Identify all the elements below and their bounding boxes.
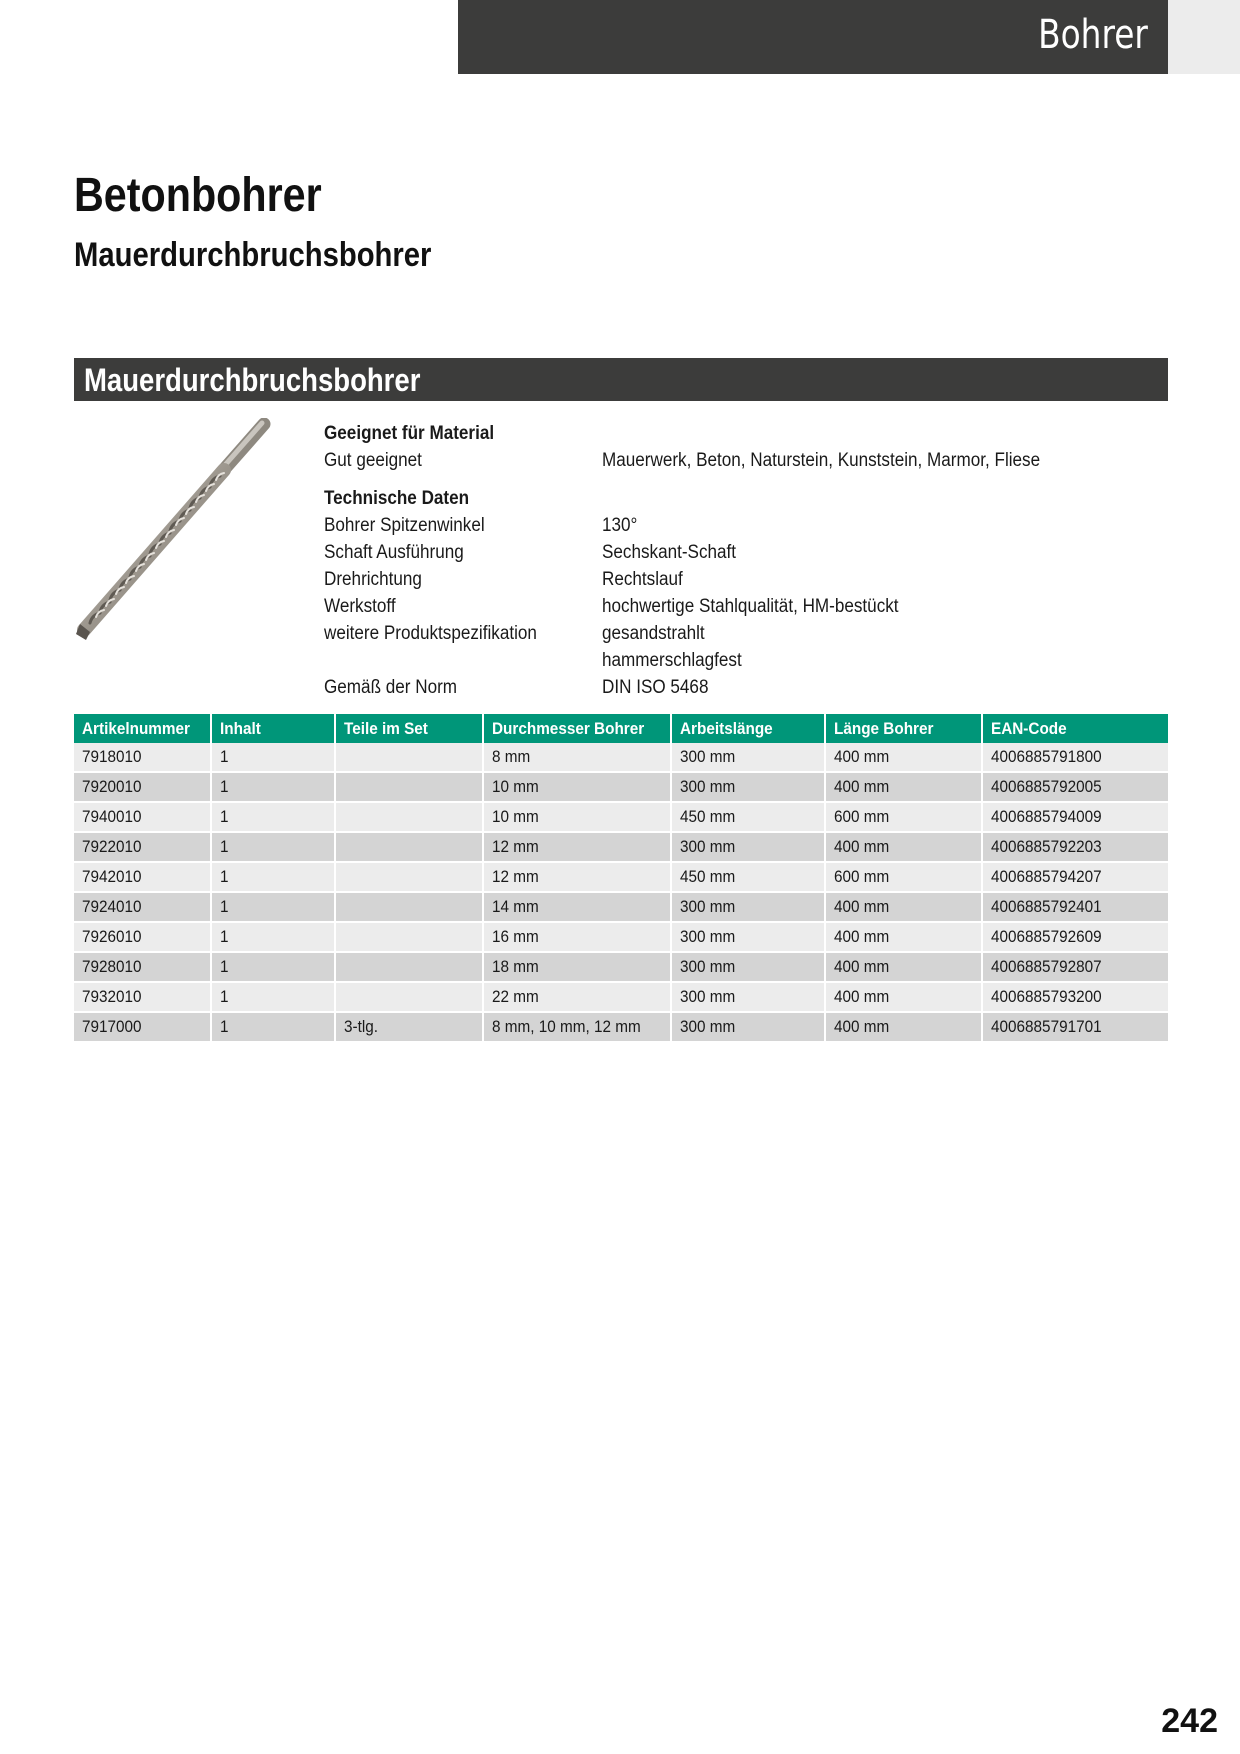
column-header-set-parts: Teile im Set <box>335 714 483 743</box>
drill-length-cell: 400 mm <box>825 982 982 1012</box>
content-cell: 1 <box>211 832 335 862</box>
page-number: 242 <box>1161 1702 1218 1740</box>
diameter-cell: 18 mm <box>483 952 671 982</box>
spec-label: Werkstoff <box>324 596 396 617</box>
set-parts-cell <box>335 743 483 772</box>
diameter-cell: 10 mm <box>483 772 671 802</box>
column-header-content: Inhalt <box>211 714 335 743</box>
set-parts-cell <box>335 982 483 1012</box>
spec-row <box>324 566 1164 593</box>
spec-row <box>324 620 1164 647</box>
content-cell: 1 <box>211 1012 335 1042</box>
content-cell: 1 <box>211 862 335 892</box>
table-row <box>74 952 1168 982</box>
spec-value: Mauerwerk, Beton, Naturstein, Kunststein, Marmor, Fliese <box>602 450 1041 471</box>
spec-label: weitere Produktspezifikation <box>324 623 537 644</box>
spec-value: 130° <box>602 515 638 536</box>
spec-row <box>324 539 1164 566</box>
article-number-cell: 7926010 <box>74 922 211 952</box>
spec-label: Bohrer Spitzenwinkel <box>324 515 485 536</box>
content-cell: 1 <box>211 982 335 1012</box>
drill-length-cell: 400 mm <box>825 832 982 862</box>
diameter-cell: 12 mm <box>483 832 671 862</box>
spec-value: gesandstrahlt <box>602 623 705 644</box>
article-number-cell: 7940010 <box>74 802 211 832</box>
drill-length-cell: 600 mm <box>825 802 982 832</box>
category-tab-marker <box>1168 0 1240 74</box>
spec-label: Gemäß der Norm <box>324 677 458 698</box>
working-length-cell: 300 mm <box>671 832 825 862</box>
set-parts-cell <box>335 952 483 982</box>
content-cell: 1 <box>211 922 335 952</box>
working-length-cell: 300 mm <box>671 1012 825 1042</box>
table-row <box>74 802 1168 832</box>
spec-value: Sechskant-Schaft <box>602 542 737 563</box>
diameter-cell: 8 mm <box>483 743 671 772</box>
diameter-cell: 8 mm, 10 mm, 12 mm <box>483 1012 671 1042</box>
working-length-cell: 300 mm <box>671 743 825 772</box>
table-row <box>74 832 1168 862</box>
diameter-cell: 16 mm <box>483 922 671 952</box>
drill-length-cell: 400 mm <box>825 1012 982 1042</box>
spec-label: Drehrichtung <box>324 569 422 590</box>
spec-row-material <box>324 447 1164 474</box>
technical-data-heading: Technische Daten <box>324 488 470 509</box>
content-cell: 1 <box>211 892 335 922</box>
ean-code-cell: 4006885794009 <box>982 802 1168 832</box>
set-parts-cell <box>335 922 483 952</box>
spec-value: hochwertige Stahlqualität, HM-bestückt <box>602 596 899 617</box>
ean-code-cell: 4006885792203 <box>982 832 1168 862</box>
article-number-cell: 7924010 <box>74 892 211 922</box>
drill-length-cell: 400 mm <box>825 743 982 772</box>
category-title: Bohrer <box>1038 12 1148 58</box>
ean-code-cell: 4006885793200 <box>982 982 1168 1012</box>
working-length-cell: 300 mm <box>671 922 825 952</box>
table-header-row <box>74 714 1168 743</box>
working-length-cell: 300 mm <box>671 772 825 802</box>
table-row <box>74 982 1168 1012</box>
ean-code-cell: 4006885791800 <box>982 743 1168 772</box>
drill-length-cell: 600 mm <box>825 862 982 892</box>
column-header-ean-code: EAN-Code <box>982 714 1168 743</box>
column-header-diameter: Durchmesser Bohrer <box>483 714 671 743</box>
drill-length-cell: 400 mm <box>825 892 982 922</box>
spec-row <box>324 593 1164 620</box>
table-row <box>74 862 1168 892</box>
drill-length-cell: 400 mm <box>825 952 982 982</box>
ean-code-cell: 4006885791701 <box>982 1012 1168 1042</box>
table-body <box>74 743 1168 1042</box>
content-cell: 1 <box>211 802 335 832</box>
ean-code-cell: 4006885792807 <box>982 952 1168 982</box>
spec-label: Schaft Ausführung <box>324 542 464 563</box>
table-row <box>74 922 1168 952</box>
spec-row <box>324 674 1164 701</box>
article-number-cell: 7942010 <box>74 862 211 892</box>
set-parts-cell <box>335 802 483 832</box>
content-cell: 1 <box>211 772 335 802</box>
set-parts-cell: 3-tlg. <box>335 1012 483 1042</box>
diameter-cell: 12 mm <box>483 862 671 892</box>
diameter-cell: 10 mm <box>483 802 671 832</box>
content-cell: 1 <box>211 743 335 772</box>
spec-value: DIN ISO 5468 <box>602 677 709 698</box>
section-header <box>74 358 1168 401</box>
specifications-block <box>324 420 1164 701</box>
spec-row <box>324 647 1164 674</box>
drill-length-cell: 400 mm <box>825 772 982 802</box>
category-header-bar <box>458 0 1168 74</box>
set-parts-cell <box>335 892 483 922</box>
working-length-cell: 300 mm <box>671 982 825 1012</box>
set-parts-cell <box>335 772 483 802</box>
article-number-cell: 7932010 <box>74 982 211 1012</box>
working-length-cell: 300 mm <box>671 952 825 982</box>
material-heading: Geeignet für Material <box>324 423 495 444</box>
ean-code-cell: 4006885792609 <box>982 922 1168 952</box>
column-header-article-number: Artikelnummer <box>74 714 211 743</box>
table-row <box>74 1012 1168 1042</box>
table-row <box>74 892 1168 922</box>
diameter-cell: 22 mm <box>483 982 671 1012</box>
article-number-cell: 7922010 <box>74 832 211 862</box>
working-length-cell: 450 mm <box>671 802 825 832</box>
content-cell: 1 <box>211 952 335 982</box>
spec-row <box>324 512 1164 539</box>
working-length-cell: 300 mm <box>671 892 825 922</box>
column-header-working-length: Arbeitslänge <box>671 714 825 743</box>
working-length-cell: 450 mm <box>671 862 825 892</box>
ean-code-cell: 4006885792005 <box>982 772 1168 802</box>
spec-value: hammerschlagfest <box>602 650 742 671</box>
masonry-drill-bit-image <box>74 418 304 648</box>
article-number-cell: 7917000 <box>74 1012 211 1042</box>
page-title: Betonbohrer <box>74 169 322 222</box>
drill-length-cell: 400 mm <box>825 922 982 952</box>
ean-code-cell: 4006885792401 <box>982 892 1168 922</box>
table-row <box>74 743 1168 772</box>
article-number-cell: 7920010 <box>74 772 211 802</box>
column-header-drill-length: Länge Bohrer <box>825 714 982 743</box>
article-table <box>74 714 1168 1043</box>
article-number-cell: 7918010 <box>74 743 211 772</box>
article-number-cell: 7928010 <box>74 952 211 982</box>
set-parts-cell <box>335 862 483 892</box>
section-title: Mauerdurchbruchsbohrer <box>84 362 421 398</box>
table-row <box>74 772 1168 802</box>
set-parts-cell <box>335 832 483 862</box>
diameter-cell: 14 mm <box>483 892 671 922</box>
ean-code-cell: 4006885794207 <box>982 862 1168 892</box>
page-subtitle: Mauerdurchbruchsbohrer <box>74 236 432 274</box>
spec-value: Rechtslauf <box>602 569 683 590</box>
spec-label: Gut geeignet <box>324 450 422 471</box>
